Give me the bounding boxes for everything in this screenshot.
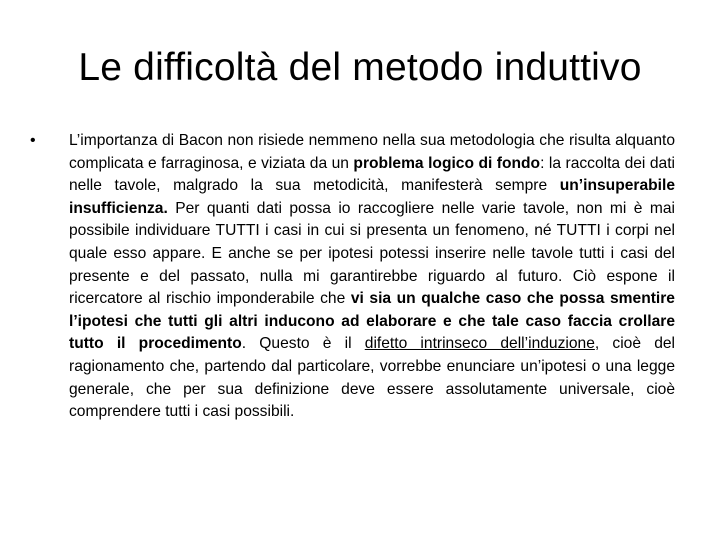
- bold-text-smentire-ipotesi: vi sia un qualche caso che possa smentire l’ipotesi che tutti gli altri inducono ad elaborare e che tale caso faccia crollare tutto il procedimento: [69, 290, 675, 353]
- slide-title: Le difficoltà del metodo induttivo: [78, 46, 642, 89]
- text-segment: L’importanza di Bacon non risiede nemmeno nella sua metodologia che risulta alquanto complicata e farraginosa, e viziata da un: [69, 132, 675, 172]
- text-segment: Per quanti dati possa io raccogliere nelle varie tavole, non mi è mai possibile individuare TUTTI i casi in cui si presenta un fenomeno, né TUTTI i corpi nel quale esso appare. E anche se per ipotesi potessi inserire nelle tavole tutti i casi del presente e del passato, nulla mi garantirebbe riguardo al futuro. Ciò espone il ricercatore al rischio imponderabile che: [69, 199, 675, 308]
- underlined-text-difetto: difetto intrinseco dell’induzione: [364, 335, 595, 353]
- bold-text-insufficienza: un’insuperabile insufficienza.: [69, 177, 675, 217]
- bullet-icon: •: [30, 132, 36, 149]
- text-segment: . Questo è il: [241, 335, 365, 353]
- text-segment: : la raccolta dei dati nelle tavole, malgrado la sua metodicità, manifesterà sempre: [69, 154, 675, 195]
- text-segment: , cioè del ragionamento che, partendo dal particolare, vorrebbe enunciare un’ipotesi o una legge generale, che per sua definizione deve essere assolutamente universale, cioè comprendere tutti i casi possibili.: [69, 335, 676, 421]
- bold-text-problema-logico: problema logico di fondo: [353, 154, 541, 172]
- bullet-paragraph: [69, 130, 675, 424]
